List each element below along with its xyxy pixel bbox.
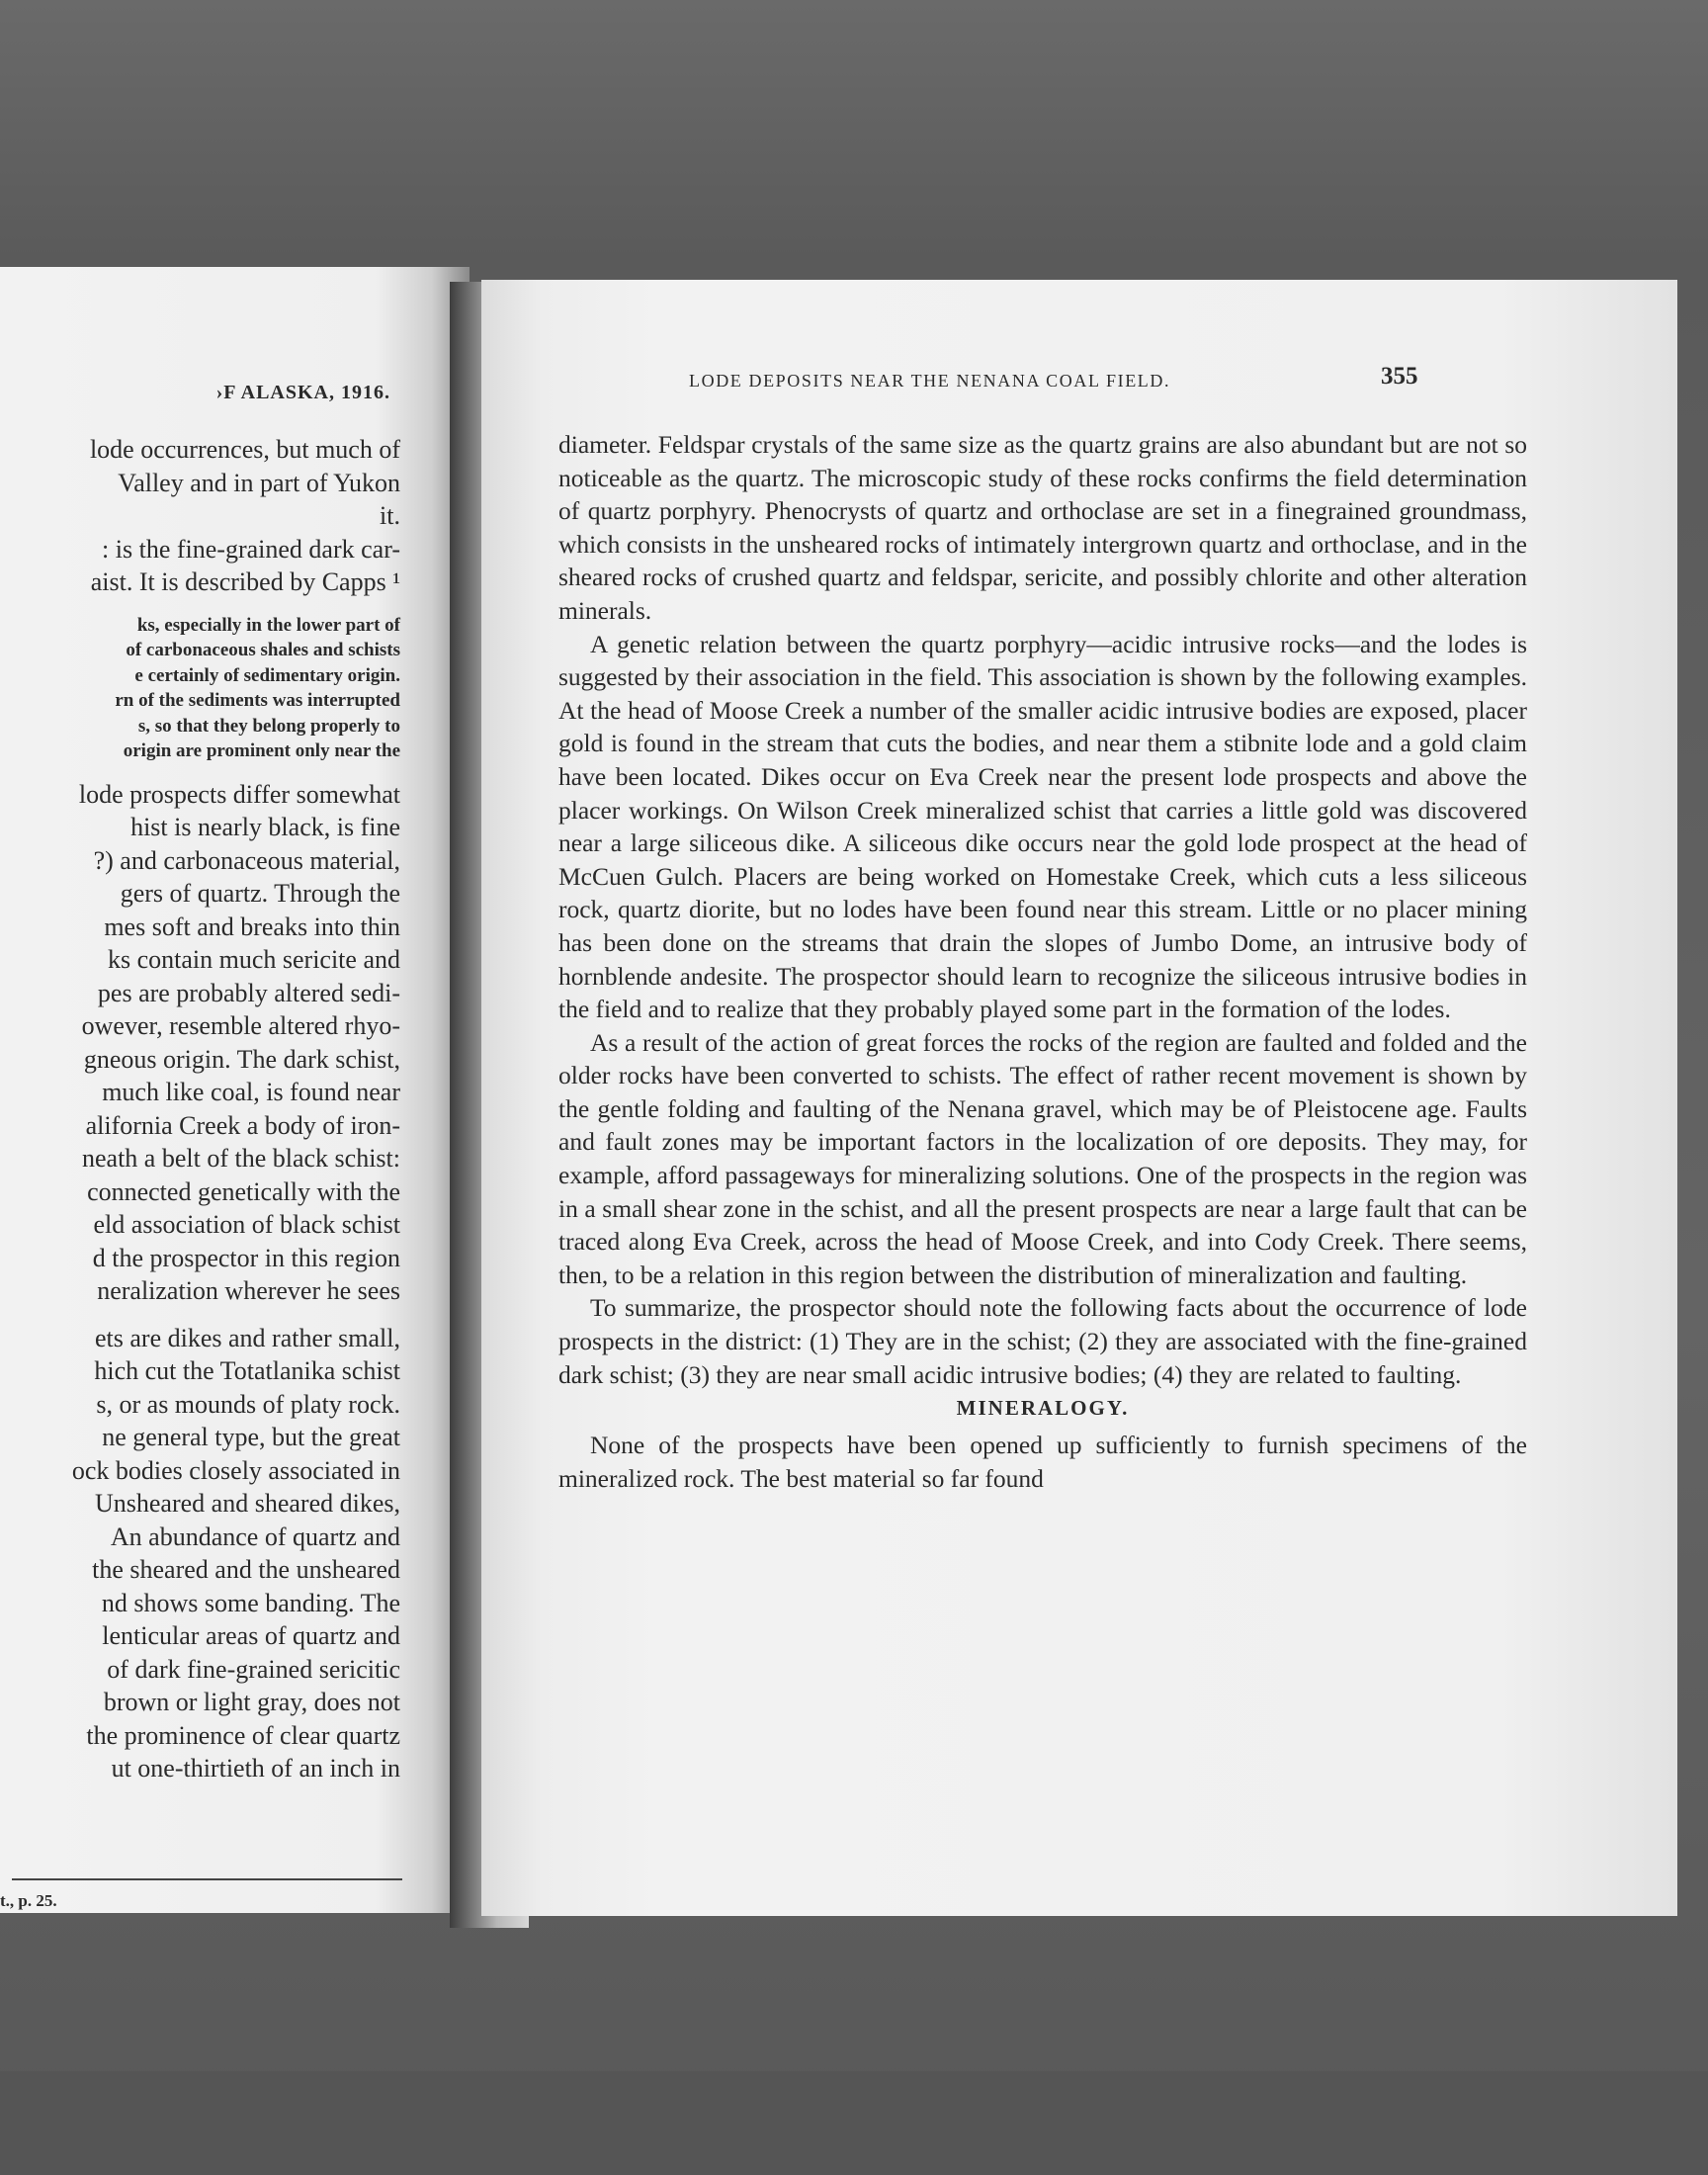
left-text-line: d the prospector in this region: [92, 1243, 400, 1272]
left-text-line: An abundance of quartz and: [110, 1522, 400, 1551]
paragraph-gap: [0, 764, 400, 778]
left-text-line: lode occurrences, but much of: [89, 435, 400, 464]
left-text-line: Valley and in part of Yukon: [118, 468, 400, 497]
running-head: LODE DEPOSITS NEAR THE NENANA COAL FIELD.: [689, 371, 1171, 391]
left-text-line: lenticular areas of quartz and: [102, 1621, 400, 1650]
left-text-line: hich cut the Totatlanika schist: [94, 1356, 400, 1385]
left-text-line: aist. It is described by Capps ¹: [90, 567, 400, 596]
page-body: [558, 428, 1527, 1495]
paragraph-5: None of the prospects have been opened up sufficiently to furnish specimens of the mineralized rock. The best material so far found: [558, 1431, 1527, 1493]
left-text-line: gers of quartz. Through the: [120, 879, 400, 908]
left-text-line: connected genetically with the: [87, 1176, 400, 1206]
left-text-line: mes soft and breaks into thin: [104, 912, 400, 941]
left-text-line: neralization wherever he sees: [97, 1276, 400, 1305]
left-text-line: ets are dikes and rather small,: [95, 1323, 400, 1352]
left-text-line: eld association of black schist: [93, 1210, 400, 1239]
left-text-line: ut one-thirtieth of an inch in: [111, 1754, 400, 1783]
left-text-line: ne general type, but the great: [102, 1423, 400, 1451]
left-text-line: ock bodies closely associated in: [71, 1455, 400, 1485]
page-number: 355: [1381, 363, 1418, 390]
scan-bottom-edge: [0, 2071, 1708, 2175]
left-text-line: hist is nearly black, is fine: [130, 813, 400, 841]
left-footnote: t., p. 25.: [0, 1891, 57, 1910]
left-text-line: the prominence of clear quartz: [86, 1720, 400, 1750]
left-text-line: it.: [380, 501, 400, 530]
left-text-line: origin are prominent only near the: [123, 740, 400, 761]
paragraph-4: To summarize, the prospector should note the following facts about the occurrence of lode prospects in the district: (1) They are in the schist; (2) they are associated with the fine-grained dark schist; (3) they are near small acidic intrusive bodies; (4) they are related to faulting.: [558, 1293, 1527, 1389]
left-text-line: neath a belt of the black schist:: [81, 1144, 400, 1173]
left-text-line: ks contain much sericite and: [107, 945, 400, 974]
left-running-head: ›F ALASKA, 1916.: [215, 382, 390, 403]
paragraph-3: As a result of the action of great forces the rocks of the region are faulted and folded and the older rocks have been converted to schists. The effect of rather recent movement is shown by the gentle folding and faulting of the Nenana gravel, which may be of Pleistocene age. Faults and fault zones may be important factors in the localization of ore deposits. They may, for example, afford passageways for mineralizing solutions. One of the prospects in the region was in a small shear zone in the schist, and all the present prospects are near a large fault that can be traced along Eva Creek, across the head of Moose Creek, and into Cody Creek. There seems, then, to be a relation in this region between the distribution of mineralization and faulting.: [558, 1027, 1527, 1289]
left-text-line: pes are probably altered sedi-: [97, 978, 400, 1007]
left-text-line: alifornia Creek a body of iron-: [85, 1110, 400, 1140]
left-text-line: s, so that they belong properly to: [137, 715, 400, 737]
left-text-line: gneous origin. The dark schist,: [83, 1044, 400, 1074]
left-text-line: owever, resemble altered rhyo-: [81, 1011, 400, 1040]
left-text-line: brown or light gray, does not: [103, 1688, 400, 1716]
left-text-line: rn of the sediments was interrupted: [115, 690, 400, 711]
left-facing-page: [0, 267, 470, 1913]
left-text-line: ks, especially in the lower part of: [136, 614, 400, 636]
left-text-line: much like coal, is found near: [102, 1078, 400, 1106]
paragraph-gap: [0, 1308, 400, 1322]
section-heading-mineralogy: MINERALOGY.: [956, 1396, 1130, 1421]
left-text-line: s, or as mounds of platy rock.: [96, 1389, 400, 1419]
left-text-line: of carbonaceous shales and schists: [126, 640, 400, 660]
left-text-line: lode prospects differ somewhat: [78, 779, 400, 809]
main-page: [481, 280, 1677, 1916]
left-text-line: the sheared and the unsheared: [92, 1555, 400, 1584]
left-text-line: : is the fine-grained dark car-: [102, 534, 400, 564]
left-text-line: of dark fine-grained sericitic: [107, 1654, 400, 1684]
paragraph-2: A genetic relation between the quartz porphyry—acidic intrusive rocks—and the lodes is suggested by their association in the field. This association is shown by the following examples. At the head of Moose Creek a number of the smaller acidic intrusive bodies are exposed, placer gold is found in the stream that cuts the bodies, and near them a stibnite lode and a gold claim have been located. Dikes occur on Eva Creek near the present lode prospects and above the placer workings. On Wilson Creek mineralized schist that carries a little gold was discovered near a large siliceous dike. A siliceous dike occurs near the gold lode prospect at the head of McCuen Gulch. Placers are being worked on Homestake Creek, which cuts a less siliceous rock, quartz diorite, but no lodes have been found near this stream. Little or no placer mining has been done on the streams that drain the slopes of Jumbo Dome, an intrusive body of hornblende andesite. The prospector should learn to recognize the siliceous intrusive bodies in the field and to realize that they probably played some part in the formation of the lodes.: [558, 629, 1527, 1024]
left-text-line: e certainly of sedimentary origin.: [134, 664, 400, 686]
paragraph-gap: [0, 599, 400, 613]
left-text-line: ?) and carbonaceous material,: [93, 845, 400, 875]
paragraph-1: diameter. Feldspar crystals of the same size as the quartz grains are also abundant but are not so noticeable as the quartz. The microscopic study of these rocks confirms the field determination of quartz porphyry. Phenocrysts of quartz and orthoclase are set in a finegrained groundmass, which consists in the unsheared rocks of intimately intergrown quartz and orthoclase, and in the sheared rocks of crushed quartz and feldspar, sericite, and possibly chlorite and other alteration minerals.: [558, 430, 1527, 625]
left-page-text: [0, 433, 400, 1785]
left-text-line: Unsheared and sheared dikes,: [95, 1489, 400, 1518]
footnote-rule: [12, 1878, 402, 1880]
left-text-line: nd shows some banding. The: [101, 1588, 400, 1617]
